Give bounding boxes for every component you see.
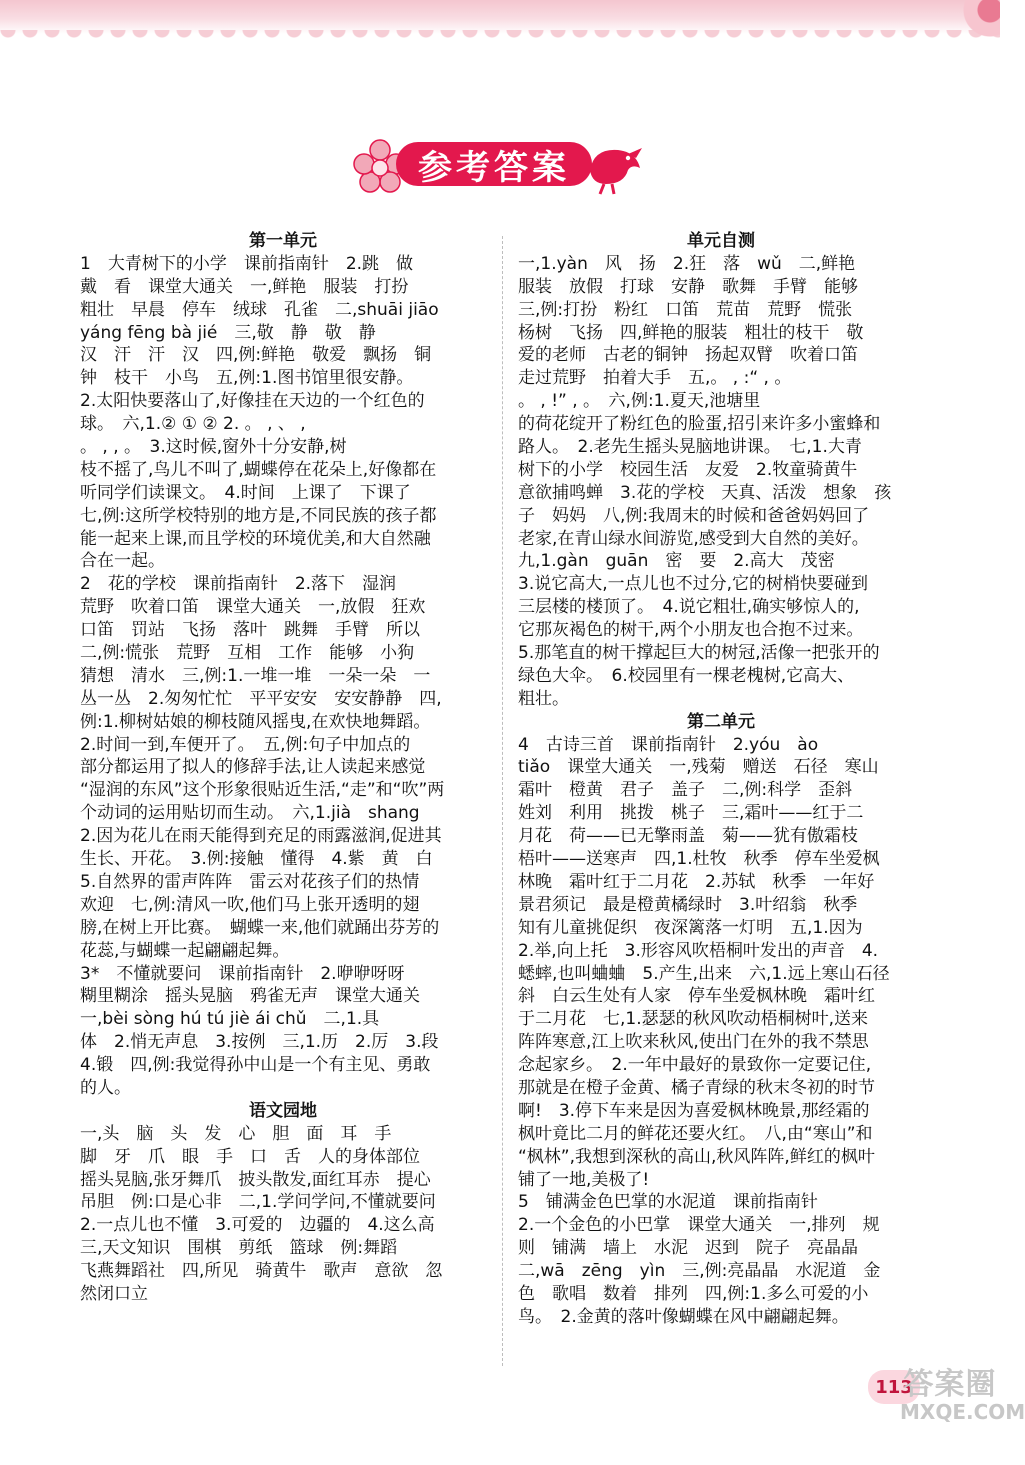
answer-line: 摇头晃脑,张牙舞爪 披头散发,面红耳赤 提心 <box>80 1169 431 1190</box>
answer-line: 意欲捕鸣蝉 3.花的学校 天真、活泼 想象 孩 <box>518 482 892 503</box>
answer-line: 飞燕舞蹈社 四,所见 骑黄牛 歌声 意欲 忽 <box>80 1261 443 1282</box>
section-heading: 单元自测 <box>687 231 755 251</box>
answer-line: 一,bèi sòng hú tú jiè ái chǔ 二,1.具 <box>80 1009 380 1030</box>
answer-line: 一,1.yàn 风 扬 2.狂 落 wǔ 二,鲜艳 <box>518 253 856 274</box>
answer-line: 则 铺满 墙上 水泥 迟到 院子 亮晶晶 <box>518 1238 858 1259</box>
column-divider <box>502 236 503 1366</box>
answer-line: 姓刘 利用 挑拨 桃子 三,霜叶——红于二 <box>518 803 864 824</box>
answer-line: 部分都运用了拟人的修辞手法,让人读起来感觉 <box>80 757 426 778</box>
answer-line: 九,1.gàn guān 密 要 2.高大 茂密 <box>518 551 835 572</box>
answer-line: 吊胆 例:口是心非 二,1.学问学问,不懂就要问 <box>80 1192 436 1213</box>
answer-line: 杨树 飞扬 四,鲜艳的服装 粗壮的枝干 敬 <box>518 322 864 343</box>
answer-line: 阵阵寒意,江上吹来秋风,使出门在外的我不禁思 <box>518 1032 869 1053</box>
answer-line: 走过荒野 拍着大手 五,。 , :“ , 。 <box>518 368 792 389</box>
answer-line: 一,头 脑 头 发 心 胆 面 耳 手 <box>80 1123 392 1144</box>
answer-line: 个动词的运用贴切而生动。 六,1.jià shang <box>80 803 420 824</box>
answer-line: 生长、开花。 3.例:接触 懂得 4.紫 黄 白 <box>80 849 433 870</box>
answer-line: 爱的老师 古老的铜钟 扬起双臂 吹着口笛 <box>518 345 858 366</box>
answer-line: 铺了一地,美极了! <box>518 1169 650 1190</box>
answer-line: 蟋蟀,也叫蛐蛐 5.产生,出来 六,1.远上寒山石径 <box>518 963 890 984</box>
left-answer-column <box>80 230 486 1306</box>
answer-line: 景君须记 最是橙黄橘绿时 3.叶绍翁 秋季 <box>518 894 858 915</box>
answer-line: 绿色大伞。 6.校园里有一棵老槐树,它高大、 <box>518 665 855 686</box>
answer-line: 欢迎 七,例:清风一吹,他们马上张开透明的翅 <box>80 894 420 915</box>
answer-line: 3* 不懂就要问 课前指南针 2.咿咿呀呀 <box>80 963 405 984</box>
answer-line: 1 大青树下的小学 课前指南针 2.跳 做 <box>80 253 414 274</box>
answer-line: 5.自然界的雷声阵阵 雷云对花孩子们的热情 <box>80 871 420 892</box>
answer-line: 钟 枝干 小鸟 五,例:1.图书馆里很安静。 <box>80 368 414 389</box>
answer-line: 知有儿童挑促织 夜深篱落一灯明 五,1.因为 <box>518 917 863 938</box>
bird-icon <box>584 140 646 196</box>
right-answer-column <box>518 230 924 1329</box>
page-title: 参考答案 <box>396 142 592 186</box>
watermark-url: MXQE.COM <box>900 1400 1025 1424</box>
answer-line: 的荷花绽开了粉红色的脸蛋,招引来许多小蜜蜂和 <box>518 414 881 435</box>
answer-line: yáng fēng bà jié 三,敬 静 敬 静 <box>80 322 376 343</box>
watermark-logo-text: 答案圈 <box>903 1367 997 1402</box>
page-number: 113 <box>868 1370 920 1404</box>
answer-line: 梧叶——送寒声 四,1.杜牧 秋季 停车坐爱枫 <box>518 849 880 870</box>
answer-line: 2.一点儿也不懂 3.可爱的 边疆的 4.这么高 <box>80 1215 435 1236</box>
answer-line: 球。 六,1.② ① ② 2. 。 , 、 , <box>80 414 306 435</box>
answer-line: 2.一个金色的小巴掌 课堂大通关 一,排列 规 <box>518 1215 880 1236</box>
answer-line: 丛一丛 2.匆匆忙忙 平平安安 安安静静 四, <box>80 688 442 709</box>
answer-line: 2.举,向上托 3.形容风吹梧桐叶发出的声音 4. <box>518 940 879 961</box>
answer-line: 霜叶 橙黄 君子 盖子 二,例:科学 歪斜 <box>518 780 853 801</box>
answer-line: 枝不摇了,鸟儿不叫了,蝴蝶停在花朵上,好像都在 <box>80 459 437 480</box>
answer-line: “枫林”,我想到深秋的高山,秋风阵阵,鲜红的枫叶 <box>518 1146 875 1167</box>
top-decorative-band <box>0 0 1000 34</box>
answer-line: 二,wā zēng yìn 三,例:亮晶晶 水泥道 金 <box>518 1261 881 1282</box>
answer-line: 服装 放假 打球 安静 歌舞 手臂 能够 <box>518 276 858 297</box>
answer-line: 体 2.悄无声息 3.按例 三,1.历 2.厉 3.段 <box>80 1032 439 1053</box>
answer-line: 的人。 <box>80 1077 131 1098</box>
answer-line: 三,天文知识 围棋 剪纸 篮球 例:舞蹈 <box>80 1238 398 1259</box>
answer-line: 林晚 霜叶红于二月花 2.苏轼 秋季 一年好 <box>518 871 875 892</box>
answer-line: 路人。 2.老先生摇头晃脑地讲课。 七,1.大青 <box>518 437 862 458</box>
answer-line: 汉 汗 汗 汉 四,例:鲜艳 敬爱 飘扬 铜 <box>80 345 432 366</box>
answer-line: 于二月花 七,1.瑟瑟的秋风吹动梧桐树叶,送来 <box>518 1009 869 1030</box>
answer-line: 树下的小学 校园生活 友爱 2.牧童骑黄牛 <box>518 459 858 480</box>
answer-line: 斜 白云生处有人家 停车坐爱枫林晚 霜叶红 <box>518 986 875 1007</box>
answer-line: 合在一起。 <box>80 551 165 572</box>
answer-line: 它那灰褐色的树干,两个小朋友也合抱不过来。 <box>518 620 864 641</box>
answer-line: “湿润的东风”这个形象很贴近生活,“走”和“吹”两 <box>80 780 445 801</box>
answer-line: 七,例:这所学校特别的地方是,不同民族的孩子都 <box>80 505 437 526</box>
answer-line: 子 妈妈 八,例:我周末的时候和爸爸妈妈回了 <box>518 505 870 526</box>
answer-line: 脚 牙 爪 眼 手 口 舌 人的身体部位 <box>80 1146 420 1167</box>
unit-heading: 第一单元 <box>249 231 317 251</box>
answer-line: 鸟。 2.金黄的落叶像蝴蝶在风中翩翩起舞。 <box>518 1306 849 1327</box>
answer-line: 猜想 清水 三,例:1.一堆一堆 一朵一朵 一 <box>80 665 431 686</box>
answer-line: 戴 看 课堂大通关 一,鲜艳 服装 打扮 <box>80 276 409 297</box>
answer-line: 老家,在青山绿水间游览,感受到大自然的美好。 <box>518 528 869 549</box>
answer-line: 。 , , 。 3.这时候,窗外十分安静,树 <box>80 437 347 458</box>
answer-line: 4 古诗三首 课前指南针 2.yóu ào <box>518 734 819 755</box>
answer-line: tiǎo 课堂大通关 一,残菊 赠送 石径 寒山 <box>518 757 879 778</box>
answer-line: 色 歌唱 数着 排列 四,例:1.多么可爱的小 <box>518 1283 869 1304</box>
answer-line: 例:1.柳树姑娘的柳枝随风摇曳,在欢快地舞蹈。 <box>80 711 431 732</box>
answer-line: 那就是在橙子金黄、橘子青绿的秋末冬初的时节 <box>518 1077 875 1098</box>
answer-line: 口笛 罚站 飞扬 落叶 跳舞 手臂 所以 <box>80 620 420 641</box>
answer-line: 糊里糊涂 摇头晃脑 鸦雀无声 课堂大通关 <box>80 986 420 1007</box>
answer-line: 2.太阳快要落山了,好像挂在天边的一个红色的 <box>80 391 425 412</box>
unit-heading: 第二单元 <box>687 711 755 732</box>
section-heading: 语文园地 <box>249 1100 317 1121</box>
corner-flower-decoration <box>930 0 1000 80</box>
answer-line: 荒野 吹着口笛 课堂大通关 一,放假 狂欢 <box>80 597 426 618</box>
answer-line: 听同学们读课文。 4.时间 上课了 下课了 <box>80 482 411 503</box>
answer-line: 2 花的学校 课前指南针 2.落下 湿润 <box>80 574 397 595</box>
title-banner <box>348 136 648 196</box>
site-watermark <box>900 1367 1025 1460</box>
answer-line: 月花 荷——已无擎雨盖 菊——犹有傲霜枝 <box>518 826 858 847</box>
answer-line: 粗壮。 <box>518 688 569 709</box>
answer-line: 二,例:慌张 荒野 互相 工作 能够 小狗 <box>80 643 415 664</box>
answer-line: 4.锻 四,例:我觉得孙中山是一个有主见、勇敢 <box>80 1055 431 1076</box>
answer-line: 然闭口立 <box>80 1283 148 1304</box>
answer-line: 三层楼的楼顶了。 4.说它粗壮,确实够惊人的, <box>518 597 860 618</box>
answer-line: 花蕊,与蝴蝶一起翩翩起舞。 <box>80 940 290 961</box>
answer-line: 2.时间一到,车便开了。 五,例:句子中加点的 <box>80 734 411 755</box>
answer-line: 啊! 3.停下车来是因为喜爱枫林晚景,那经霜的 <box>518 1100 870 1121</box>
answer-line: 能一起来上课,而且学校的环境优美,和大自然融 <box>80 528 431 549</box>
answer-line: 膀,在树上开比赛。 蝴蝶一来,他们就踊出芬芳的 <box>80 917 440 938</box>
answer-line: 。 , !” , 。 六,例:1.夏天,池塘里 <box>518 391 761 412</box>
answer-line: 枫叶竟比二月的鲜花还要火红。 八,由“寒山”和 <box>518 1123 873 1144</box>
answer-line: 粗壮 早晨 停车 绒球 孔雀 二,shuāi jiāo <box>80 299 439 320</box>
answer-line: 三,例:打扮 粉红 口笛 荒苗 荒野 慌张 <box>518 299 853 320</box>
answer-line: 3.说它高大,一点儿也不过分,它的树梢快要碰到 <box>518 574 869 595</box>
answer-line: 5.那笔直的树干撑起巨大的树冠,活像一把张开的 <box>518 643 880 664</box>
answer-line: 2.因为花儿在雨天能得到充足的雨露滋润,促进其 <box>80 826 442 847</box>
answer-line: 念起家乡。 2.一年中最好的景致你一定要记住, <box>518 1055 872 1076</box>
answer-line: 5 铺满金色巴掌的水泥道 课前指南针 <box>518 1192 818 1213</box>
